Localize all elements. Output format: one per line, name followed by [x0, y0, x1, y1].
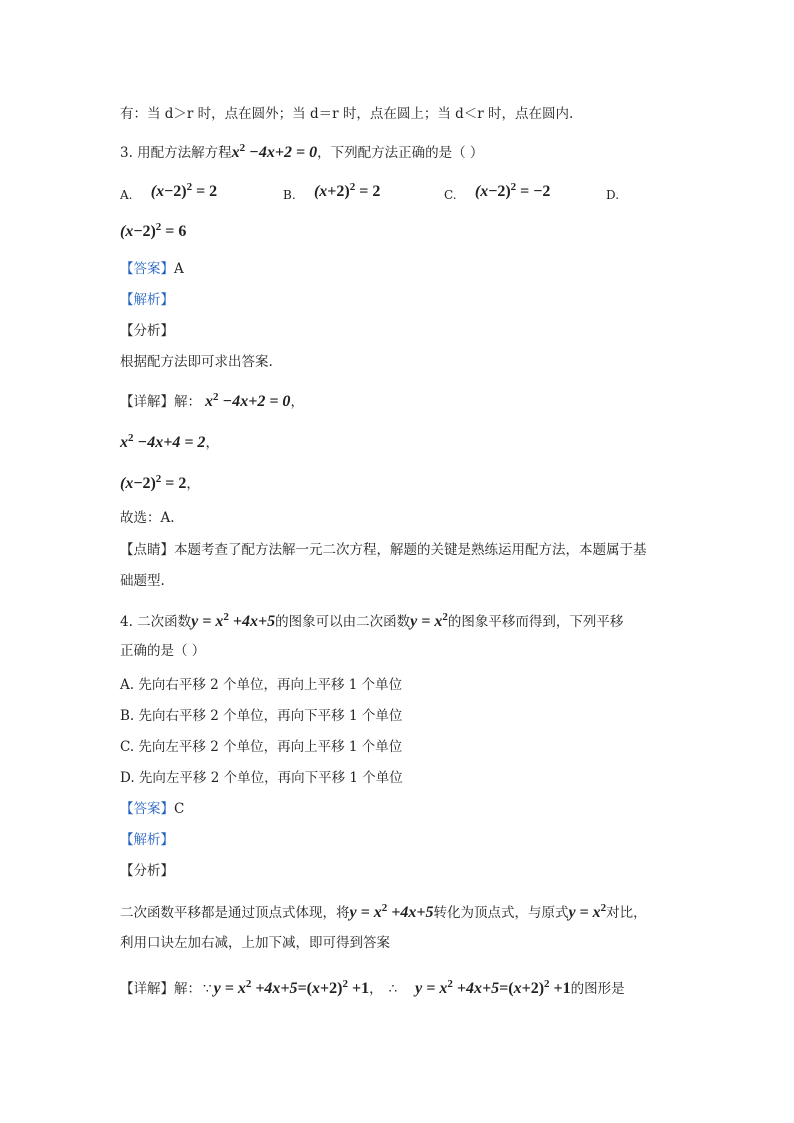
q4-xiangjie: 【详解】解： ∵ $y = x^2 +4x+5=(x+2)^2 +1$， ∴ $y = x^2 +4x+5=(x+2)^2 +1$的图形是 — [120, 978, 625, 997]
q4-option-b: B. 先向右平移 2 个单位，再向下平移 1 个单位 — [120, 708, 403, 724]
q4-stem: 4. 二次函数$y = x^2 +4x+5$的图象可以由二次函数$y = x^2$的图象平移而得到，下列平移 — [120, 611, 624, 630]
q3-step-3: $(x-2)^2 = 2$， — [120, 473, 200, 492]
q3-option-d-value: $(x-2)^2 = 6$ — [120, 221, 187, 240]
q3-dianjing-2: 础题型. — [120, 573, 165, 589]
q4-function: $y = x^2 +4x+5$ — [191, 611, 276, 630]
q3-answer — [120, 259, 184, 279]
q4-fenxi-line-1: 二次函数平移都是通过顶点式体现，将$y = x^2 +4x+5$转化为顶点式，与原式$y = x^2$对比， — [120, 902, 647, 921]
q4-jiexi: 【解析】 — [120, 832, 174, 848]
q3-fenxi: 【分析】 — [120, 323, 174, 339]
q3-guxuan: 故选：A. — [120, 510, 175, 526]
q3-step-1: $x^2 -4x+2 = 0$ — [205, 391, 291, 410]
q4-answer-value: C — [174, 801, 185, 817]
q3-option-c: C. $(x-2)^2 = -2$ — [444, 181, 551, 202]
q3-xiangjie: 【详解】解： $x^2 -4x+2 = 0$， — [120, 391, 304, 410]
q3-dianjing: 【点睛】本题考查了配方法解一元二次方程，解题的关键是熟练运用配方法，本题属于基 — [120, 542, 647, 558]
intro-line: 有：当 d＞r 时，点在圆外；当 d＝r 时，点在圆上；当 d＜r 时，点在圆内. — [120, 106, 574, 122]
q3-answer-value: A — [174, 261, 184, 277]
q3-option-a: A. $(x-2)^2 = 2$ — [120, 181, 218, 202]
q3-options-row — [0, 182, 794, 206]
q3-option-d: D. — [606, 188, 620, 202]
q4-fenxi-line-2: 利用口诀左加右减，上加下减，即可得到答案 — [120, 935, 390, 951]
q4-fenxi: 【分析】 — [120, 863, 174, 879]
q3-option-b: B. $(x+2)^2 = 2$ — [283, 181, 381, 202]
q3-stem — [120, 143, 483, 163]
q4-option-d: D. 先向左平移 2 个单位，再向下平移 1 个单位 — [120, 770, 403, 786]
q4-base-function: $y = x^2$ — [410, 611, 448, 630]
q3-step-2: $x^2 -4x+4 = 2$， — [120, 432, 219, 451]
q3-jiexi: 【解析】 — [120, 292, 174, 308]
q4-option-c: C. 先向左平移 2 个单位，再向上平移 1 个单位 — [120, 739, 403, 755]
q4-option-a: A. 先向右平移 2 个单位，再向上平移 1 个单位 — [120, 677, 403, 693]
q3-fenxi-text: 根据配方法即可求出答案. — [120, 354, 273, 370]
q3-prefix: 3. 用配方法解方程 — [120, 145, 232, 161]
q4-stem-2: 正确的是（ ） — [120, 643, 206, 659]
q3-equation: $x^2 -4x+2 = 0$ — [231, 142, 318, 161]
q3-answer-tag: 【答案】 — [120, 261, 174, 277]
q4-answer: 【答案】C — [120, 801, 185, 817]
q3-suffix: ，下列配方法正确的是（ ） — [317, 145, 484, 161]
